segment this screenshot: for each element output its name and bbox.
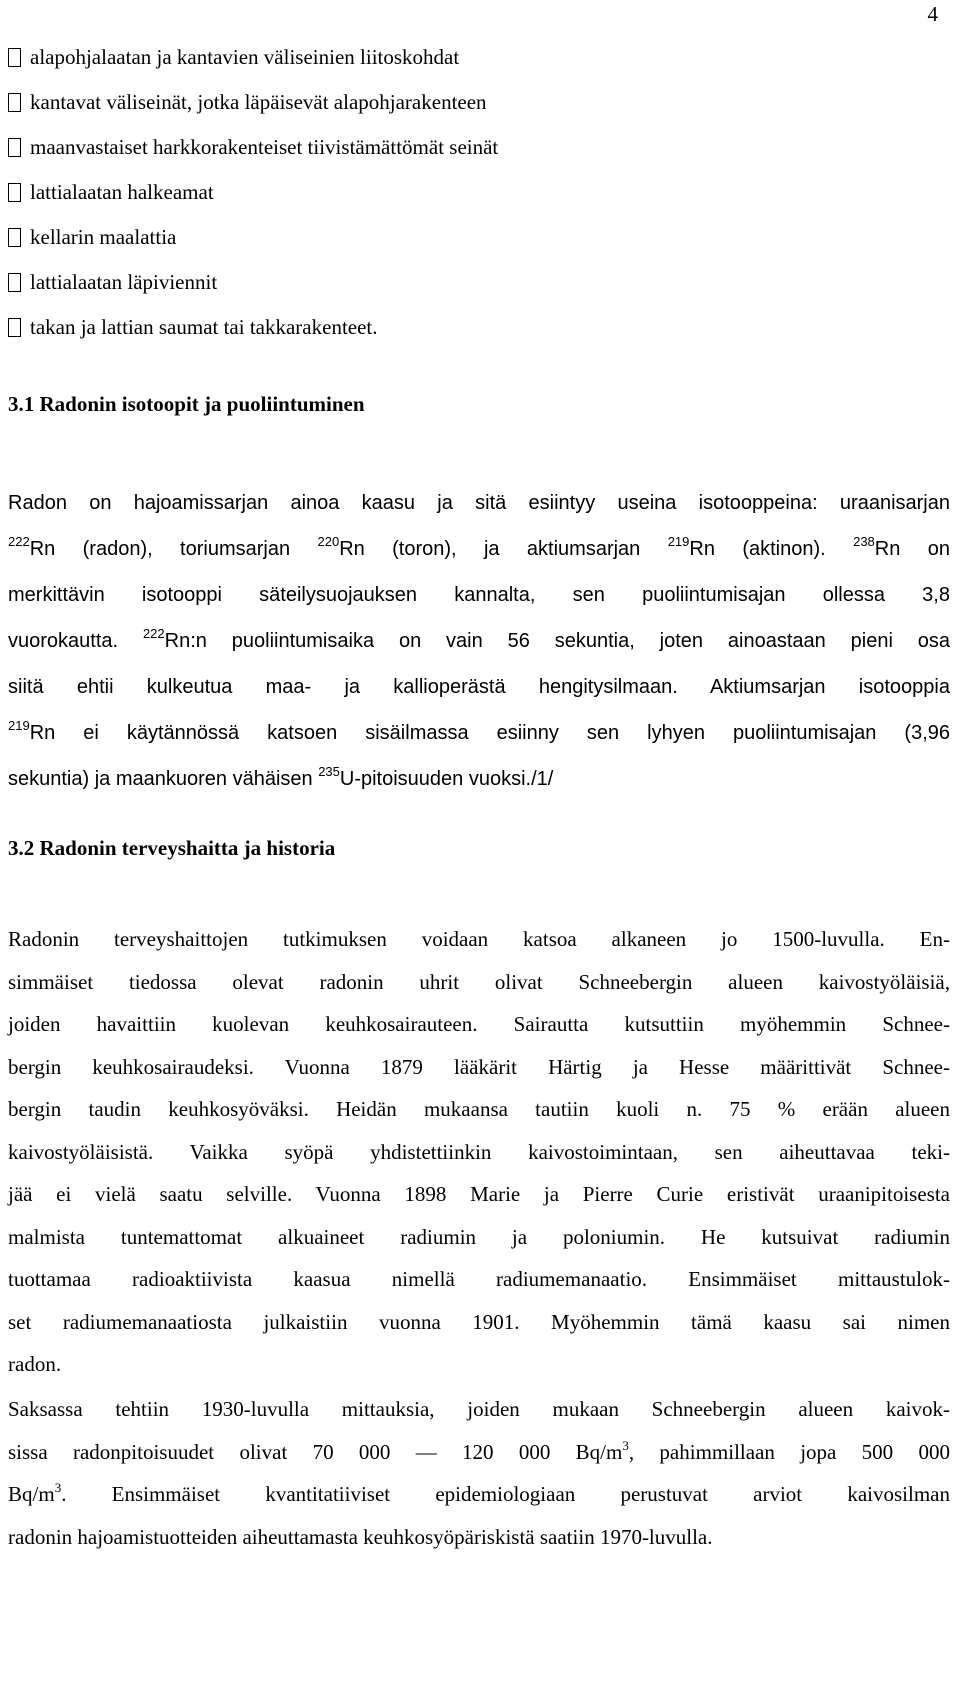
bullet-list xyxy=(8,40,928,355)
bullet-box-icon xyxy=(8,183,21,202)
superscript: 222 xyxy=(8,534,30,549)
text-line: kaivostyöläisistä. Vaikka syöpä yhdistettiinkin kaivostoimintaan, sen aiheuttavaa teki- xyxy=(8,1139,950,1164)
superscript: 235 xyxy=(318,764,340,779)
text-line: tuottamaa radioaktiivista kaasua nimellä radiumemanaatio. Ensimmäiset mittaustulok- xyxy=(8,1267,950,1291)
paragraph-measurements xyxy=(8,1388,950,1558)
text-line: $^{222}$Rn (radon), toriumsarjan $^{220}$Rn (toron), ja aktiumsarjan $^{219}$Rn (aktinon). $^{238}$Rn on xyxy=(8,534,950,560)
text-line: $^{219}$Rn ei käytännössä katsoen sisäilmassa esiinny sen lyhyen puoliintumisajan (3,96 xyxy=(8,718,950,744)
text-line: $Bq/m^3$. Ensimmäiset kvantitatiiviset epidemiologiaan perustuvat arviot kaivosilman xyxy=(8,1480,950,1506)
paragraph-isotopes xyxy=(8,480,950,802)
section-heading-3-2: 3.2 Radonin terveyshaitta ja historia xyxy=(8,836,336,860)
superscript: 219 xyxy=(8,718,30,733)
text-line: vuorokautta. $^{222}$Rn:n puoliintumisaika on vain 56 sekuntia, joten ainoastaan pieni osa xyxy=(8,626,951,652)
bullet-box-icon xyxy=(8,228,21,247)
superscript: 219 xyxy=(667,534,690,549)
superscript: 3 xyxy=(622,1437,629,1453)
list-item xyxy=(8,220,928,265)
superscript: 238 xyxy=(853,534,875,549)
bullet-box-icon xyxy=(8,93,21,112)
list-item xyxy=(8,310,928,355)
superscript: 220 xyxy=(317,534,340,549)
text-line: sissa radonpitoisuudet olivat 70 000 — 120 000 $Bq/m^3$, pahimmillaan jopa 500 000 xyxy=(8,1437,950,1464)
superscript: 222 xyxy=(142,626,165,641)
list-item-text: lattialaatan halkeamat xyxy=(30,180,214,204)
text-line: Radon on hajoamissarjan ainoa kaasu ja sitä esiintyy useina isotooppeina: uraanisarjan xyxy=(8,492,950,514)
text-line: Radonin terveyshaittojen tutkimuksen voidaan katsoa alkaneen jo 1500-luvulla. En- xyxy=(8,927,950,951)
text-line: radon. xyxy=(8,1352,62,1376)
paragraph-history xyxy=(8,918,950,1386)
list-item xyxy=(8,85,928,130)
superscript: 3 xyxy=(54,1480,62,1495)
bullet-box-icon xyxy=(8,48,21,67)
text-line: bergin taudin keuhkosyöväksi. Heidän mukaansa tautiin kuoli n. 75 % erään alueen xyxy=(8,1097,950,1121)
bullet-box-icon xyxy=(8,318,21,337)
text-line: siitä ehtii kulkeutua maa- ja kallioperästä hengitysilmaan. Aktiumsarjan isotooppia xyxy=(8,676,950,698)
text-line: set radiumemanaatiosta julkaistiin vuonna 1901. Myöhemmin tämä kaasu sai nimen xyxy=(8,1309,950,1334)
text-line: simmäiset tiedossa olevat radonin uhrit olivat Schneebergin alueen kaivostyöläisiä, xyxy=(8,969,950,994)
text-line: radonin hajoamistuotteiden aiheuttamasta keuhkosyöpäriskistä saatiin 1970-luvulla. xyxy=(8,1524,713,1549)
bullet-box-icon xyxy=(8,138,21,157)
text-line: malmista tuntemattomat alkuaineet radiumin ja poloniumin. He kutsuivat radiumin xyxy=(8,1224,950,1249)
page-number: 4 xyxy=(927,2,938,26)
section-heading-3-1: 3.1 Radonin isotoopit ja puoliintuminen xyxy=(8,392,365,416)
list-item-text: lattialaatan läpiviennit xyxy=(30,270,218,294)
bullet-box-icon xyxy=(8,273,21,292)
text-line: Saksassa tehtiin 1930-luvulla mittauksia, joiden mukaan Schneebergin alueen kaivok- xyxy=(8,1397,950,1421)
text-line: sekuntia) ja maankuoren vähäisen $^{235}$U-pitoisuuden vuoksi./1/ xyxy=(8,764,554,790)
text-line: bergin keuhkosairaudeksi. Vuonna 1879 lääkärit Härtig ja Hesse määrittivät Schnee- xyxy=(8,1054,950,1079)
list-item-text: maanvastaiset harkkorakenteiset tiivistämättömät seinät xyxy=(30,135,499,159)
list-item-text: takan ja lattian saumat tai takkarakenteet. xyxy=(30,315,378,339)
list-item xyxy=(8,175,928,220)
text-line: jää ei vielä saatu selville. Vuonna 1898 Marie ja Pierre Curie eristivät uraanipitoisesta xyxy=(8,1182,950,1206)
list-item-text: alapohjalaatan ja kantavien väliseinien liitoskohdat xyxy=(30,45,460,69)
text-line: merkittävin isotooppi säteilysuojauksen kannalta, sen puoliintumisajan ollessa 3,8 xyxy=(8,584,950,606)
list-item xyxy=(8,40,928,85)
list-item-text: kellarin maalattia xyxy=(30,225,177,249)
list-item xyxy=(8,130,928,175)
list-item xyxy=(8,265,928,310)
list-item-text: kantavat väliseinät, jotka läpäisevät alapohjarakenteen xyxy=(30,90,487,114)
text-line: joiden havaittiin kuolevan keuhkosairauteen. Sairautta kutsuttiin myöhemmin Schnee- xyxy=(8,1012,950,1036)
